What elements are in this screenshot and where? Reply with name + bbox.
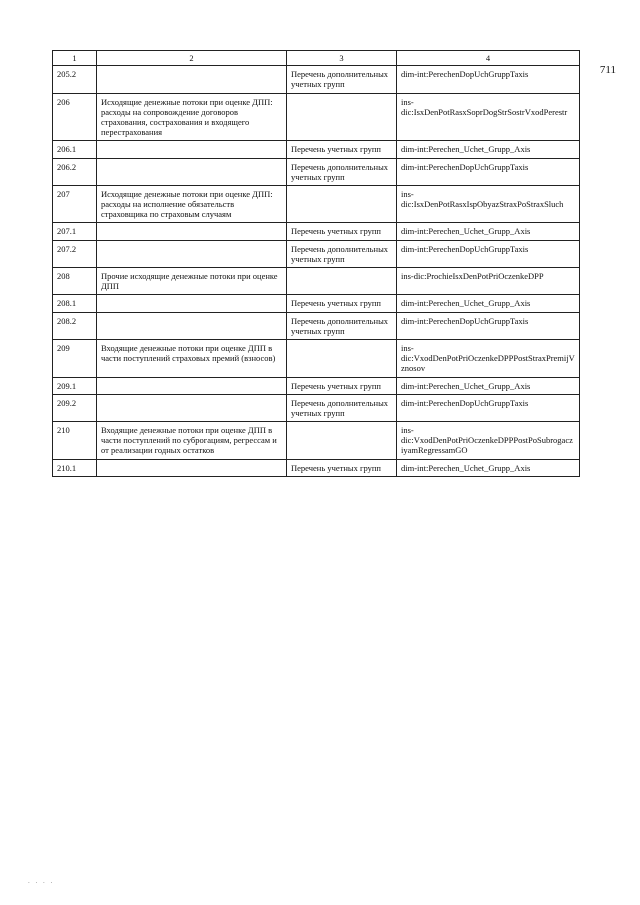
table-row — [53, 295, 580, 312]
table-row — [53, 377, 580, 394]
table-row — [53, 240, 580, 267]
column-header: 4 — [397, 51, 580, 66]
indicator-name-cell — [97, 394, 287, 421]
code-cell: ins-dic:IsxDenPotRasxIspObyazStraxPoStraxSluch — [397, 185, 580, 223]
page-number: 711 — [599, 64, 616, 76]
table-container — [52, 50, 580, 477]
table-row — [53, 422, 580, 460]
indicator-name-cell — [97, 66, 287, 93]
group-cell: Перечень дополнительных учетных групп — [287, 312, 397, 339]
row-number-cell: 206 — [53, 93, 97, 141]
code-cell: dim-int:PerechenDopUchGruppTaxis — [397, 312, 580, 339]
row-number-cell: 208 — [53, 268, 97, 295]
group-cell: Перечень дополнительных учетных групп — [287, 158, 397, 185]
row-number-cell: 208.2 — [53, 312, 97, 339]
row-number-cell: 209 — [53, 339, 97, 377]
row-number-cell: 207.1 — [53, 223, 97, 240]
group-cell — [287, 268, 397, 295]
group-cell: Перечень дополнительных учетных групп — [287, 394, 397, 421]
code-cell: ins-dic:VxodDenPotPriOczenkeDPPPostPoSubrogacziyamRegressamGO — [397, 422, 580, 460]
indicator-name-cell: Входящие денежные потоки при оценке ДПП в части поступлений по суброгациям, регрессам и от реализации годных остатков — [97, 422, 287, 460]
indicator-name-cell — [97, 158, 287, 185]
code-cell: dim-int:Perechen_Uchet_Grupp_Axis — [397, 295, 580, 312]
table-row — [53, 223, 580, 240]
data-table — [52, 50, 580, 477]
row-number-cell: 208.1 — [53, 295, 97, 312]
table-row — [53, 394, 580, 421]
indicator-name-cell: Прочие исходящие денежные потоки при оценке ДПП — [97, 268, 287, 295]
table-body — [53, 66, 580, 477]
table-row — [53, 312, 580, 339]
table-row — [53, 66, 580, 93]
code-cell: dim-int:PerechenDopUchGruppTaxis — [397, 394, 580, 421]
code-cell: ins-dic:IsxDenPotRasxSoprDogStrSostrVxodPerestr — [397, 93, 580, 141]
row-number-cell: 210.1 — [53, 459, 97, 476]
group-cell — [287, 422, 397, 460]
indicator-name-cell — [97, 240, 287, 267]
column-header: 3 — [287, 51, 397, 66]
table-row — [53, 141, 580, 158]
table-row — [53, 459, 580, 476]
group-cell: Перечень учетных групп — [287, 141, 397, 158]
header-row — [53, 51, 580, 66]
indicator-name-cell — [97, 312, 287, 339]
table-row — [53, 158, 580, 185]
indicator-name-cell: Исходящие денежные потоки при оценке ДПП: расходы на сопровождение договоров страхования, сострахования и входящего перестрахования — [97, 93, 287, 141]
code-cell: dim-int:Perechen_Uchet_Grupp_Axis — [397, 459, 580, 476]
row-number-cell: 206.1 — [53, 141, 97, 158]
indicator-name-cell — [97, 459, 287, 476]
group-cell — [287, 339, 397, 377]
group-cell — [287, 93, 397, 141]
table-row — [53, 268, 580, 295]
group-cell: Перечень учетных групп — [287, 377, 397, 394]
code-cell: dim-int:PerechenDopUchGruppTaxis — [397, 158, 580, 185]
row-number-cell: 207.2 — [53, 240, 97, 267]
row-number-cell: 209.1 — [53, 377, 97, 394]
group-cell: Перечень учетных групп — [287, 459, 397, 476]
scan-artifact: . . . . — [28, 877, 55, 885]
indicator-name-cell — [97, 141, 287, 158]
table-header — [53, 51, 580, 66]
code-cell: dim-int:PerechenDopUchGruppTaxis — [397, 66, 580, 93]
code-cell: dim-int:Perechen_Uchet_Grupp_Axis — [397, 141, 580, 158]
table-row — [53, 339, 580, 377]
row-number-cell: 209.2 — [53, 394, 97, 421]
code-cell: dim-int:PerechenDopUchGruppTaxis — [397, 240, 580, 267]
group-cell: Перечень дополнительных учетных групп — [287, 66, 397, 93]
group-cell: Перечень учетных групп — [287, 223, 397, 240]
group-cell: Перечень дополнительных учетных групп — [287, 240, 397, 267]
code-cell: dim-int:Perechen_Uchet_Grupp_Axis — [397, 377, 580, 394]
column-header: 1 — [53, 51, 97, 66]
table-row — [53, 93, 580, 141]
row-number-cell: 207 — [53, 185, 97, 223]
row-number-cell: 206.2 — [53, 158, 97, 185]
table-row — [53, 185, 580, 223]
indicator-name-cell: Исходящие денежные потоки при оценке ДПП: расходы на исполнение обязательств страховщика по страховым случаям — [97, 185, 287, 223]
indicator-name-cell — [97, 377, 287, 394]
code-cell: ins-dic:VxodDenPotPriOczenkeDPPPostStraxPremijVznosov — [397, 339, 580, 377]
row-number-cell: 210 — [53, 422, 97, 460]
code-cell: dim-int:Perechen_Uchet_Grupp_Axis — [397, 223, 580, 240]
row-number-cell: 205.2 — [53, 66, 97, 93]
indicator-name-cell — [97, 223, 287, 240]
group-cell: Перечень учетных групп — [287, 295, 397, 312]
indicator-name-cell — [97, 295, 287, 312]
group-cell — [287, 185, 397, 223]
column-header: 2 — [97, 51, 287, 66]
code-cell: ins-dic:ProchieIsxDenPotPriOczenkeDPP — [397, 268, 580, 295]
indicator-name-cell: Входящие денежные потоки при оценке ДПП в части поступлений страховых премий (взносов) — [97, 339, 287, 377]
